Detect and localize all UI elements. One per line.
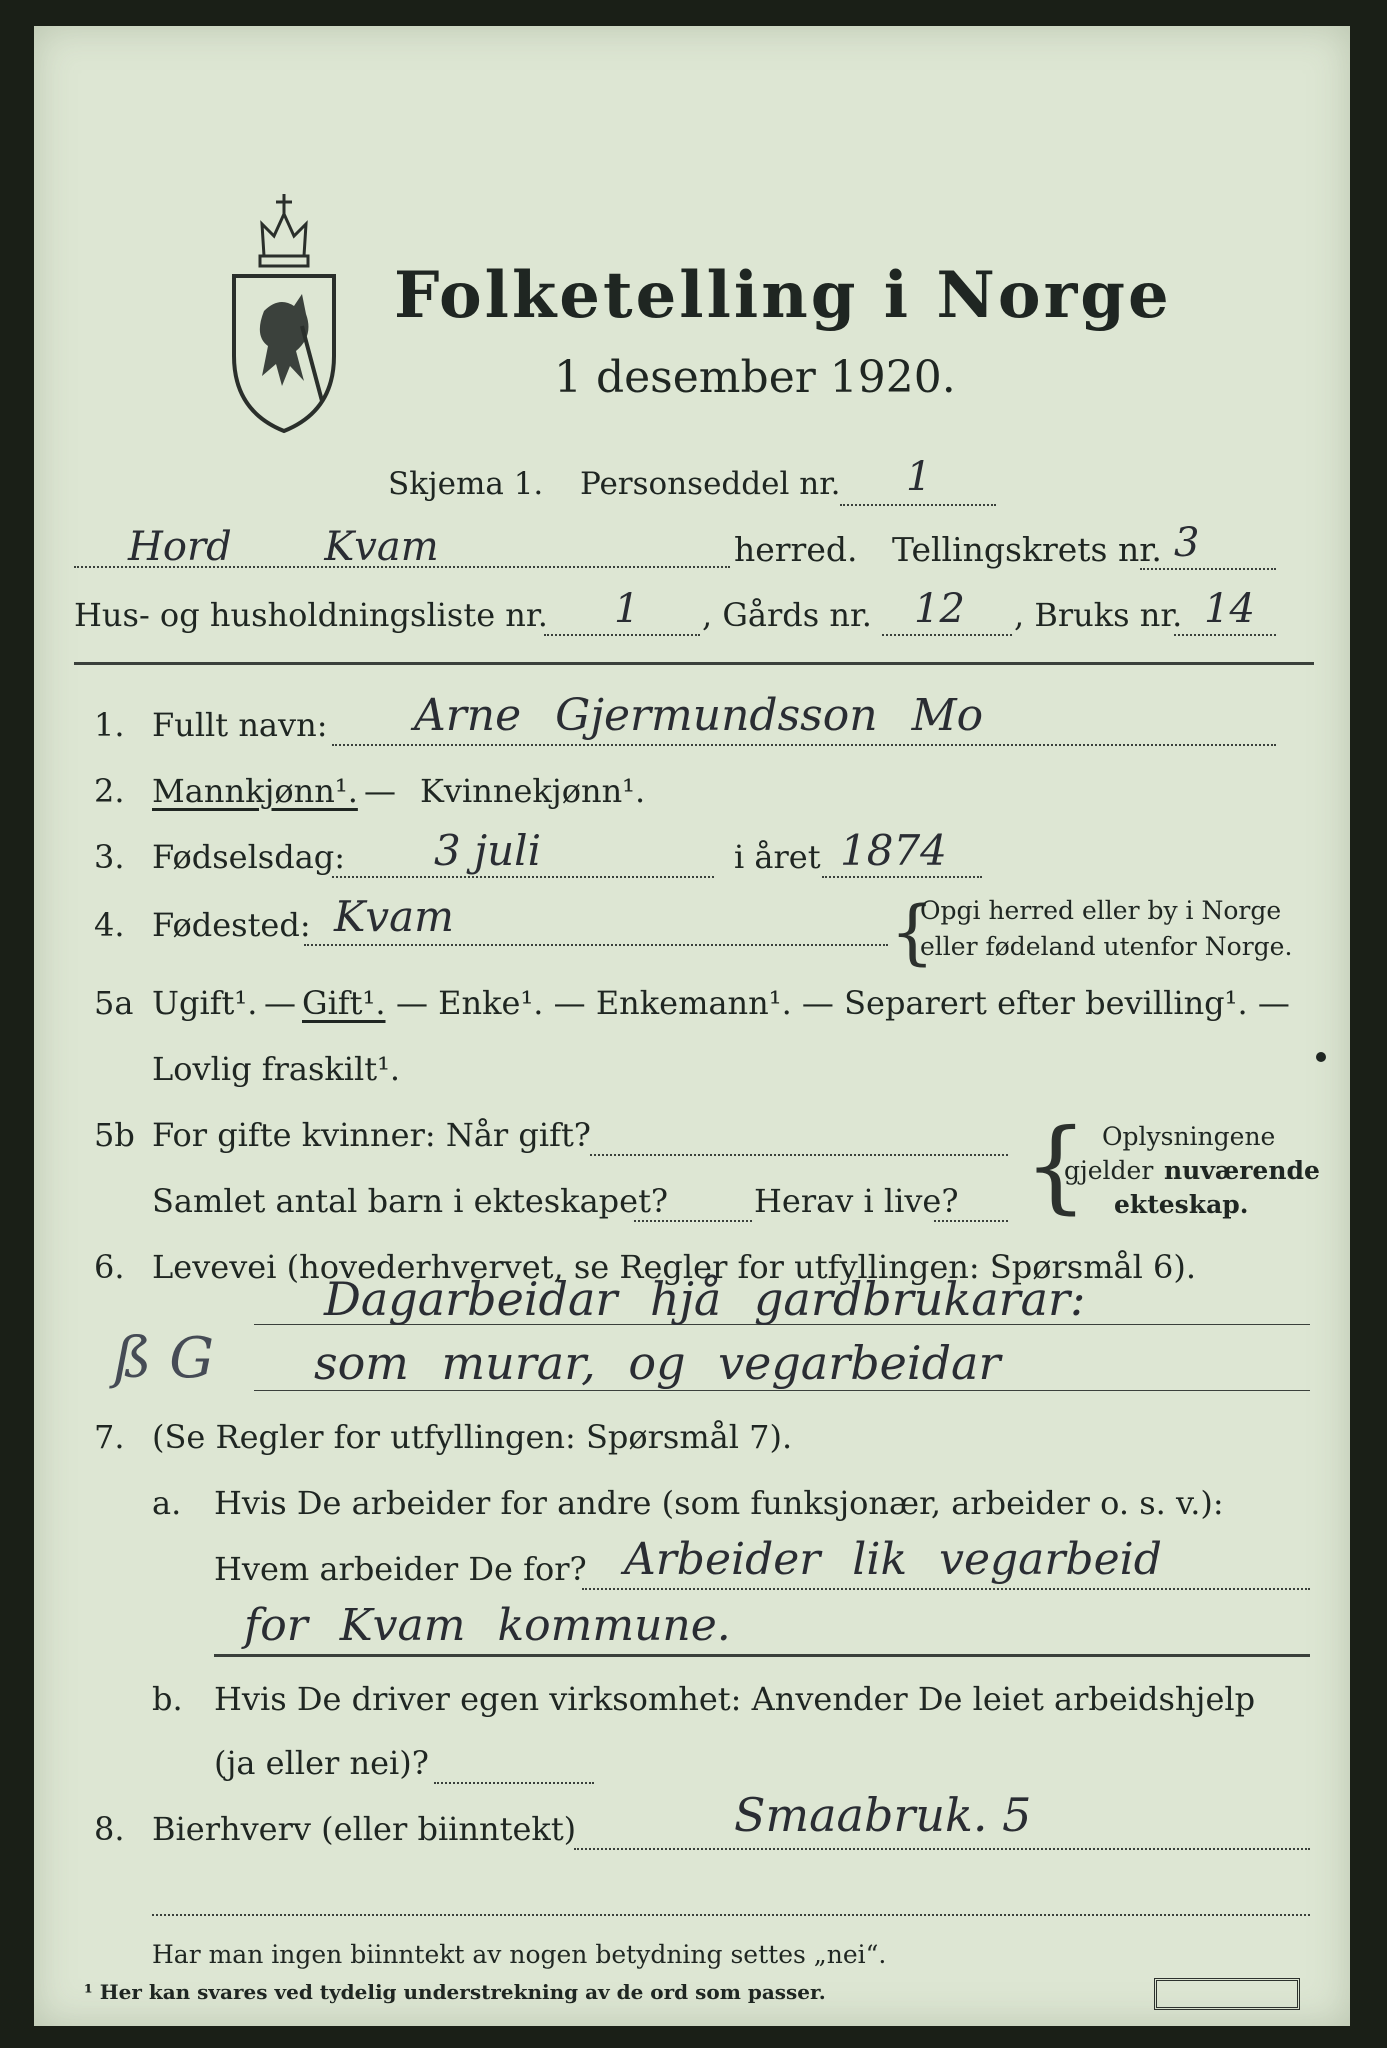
- schema-label: Skjema 1.: [388, 466, 544, 502]
- q1-number: 1.: [94, 706, 125, 744]
- footnote: ¹ Her kan svares ved tydelig understrekning av de ord som passer.: [84, 1980, 826, 2004]
- q3-label: Fødselsdag:: [152, 838, 346, 876]
- tellingskrets-label: Tellingskrets nr.: [892, 530, 1162, 569]
- bruks-label: , Bruks nr.: [1014, 596, 1183, 634]
- q4-label: Fødested:: [152, 906, 311, 944]
- q1-label: Fullt navn:: [152, 706, 328, 744]
- secondary-income-value: Smaabruk. 5: [734, 1788, 1032, 1842]
- herred-label: herred.: [734, 530, 858, 569]
- hired-help-label: (ja eller nei)?: [214, 1744, 429, 1782]
- birth-year-value: 1874: [840, 826, 947, 875]
- q6-margin-note: ß G: [114, 1326, 214, 1391]
- birthplace-note-1: Opgi herred eller by i Norge: [920, 896, 1282, 925]
- gards-label: , Gårds nr.: [702, 596, 872, 634]
- tellingskrets-value: 3: [1174, 520, 1200, 566]
- q5b-number: 5b: [94, 1116, 135, 1154]
- gender-male-option: Mannkjønn¹.: [152, 772, 358, 810]
- married-when-label: For gifte kvinner: Når gift?: [152, 1116, 591, 1154]
- q7a-letter: a.: [152, 1484, 182, 1522]
- birthday-value: 3 juli: [434, 826, 542, 875]
- q7-label: (Se Regler for utfyllingen: Spørsmål 7).: [152, 1418, 793, 1456]
- employer-value-1: Arbeider lik vegarbeid: [624, 1534, 1162, 1585]
- form-title: Folketelling i Norge: [394, 258, 1172, 333]
- husholdningsliste-value: 1: [614, 586, 640, 632]
- employer-label: Hvem arbeider De for?: [214, 1550, 587, 1588]
- year-label: i året: [734, 838, 821, 876]
- income-note: Har man ingen biinntekt av nogen betydning settes „nei“.: [152, 1940, 887, 1969]
- printer-stamp: [1154, 1978, 1300, 2010]
- q7a-text: Hvis De arbeider for andre (som funksjonær, arbeider o. s. v.):: [214, 1484, 1224, 1522]
- marriage-note-2a: gjelder: [1064, 1156, 1154, 1185]
- q8-number: 8.: [94, 1810, 125, 1848]
- q4-number: 4.: [94, 906, 125, 944]
- q2-number: 2.: [94, 772, 125, 810]
- marital-ugift: Ugift¹.: [152, 984, 258, 1022]
- q7b-text: Hvis De driver egen virksomhet: Anvender De leiet arbeidshjelp: [214, 1680, 1256, 1718]
- personseddel-value: 1: [906, 454, 932, 500]
- birthplace-note-2: eller fødeland utenfor Norge.: [920, 932, 1293, 961]
- q7b-letter: b.: [152, 1680, 183, 1718]
- full-name-value: Arne Gjermundsson Mo: [414, 690, 984, 741]
- q6-label: Levevei (hovederhvervet, se Regler for utfyllingen: Spørsmål 6).: [152, 1248, 1197, 1286]
- marital-rest: — Enke¹. — Enkemann¹. — Separert efter bevilling¹. —: [396, 984, 1290, 1022]
- employer-value-2: for Kvam kommune.: [244, 1600, 731, 1651]
- marriage-note-1: Oplysningene: [1102, 1122, 1276, 1151]
- census-date: 1 desember 1920.: [554, 352, 956, 403]
- q3-number: 3.: [94, 838, 125, 876]
- children-alive-label: Herav i live?: [754, 1182, 959, 1220]
- occupation-line-1: Dagarbeidar hjå gardbrukarar:: [324, 1272, 1086, 1326]
- gender-separator: —: [364, 772, 396, 810]
- q6-number: 6.: [94, 1248, 125, 1286]
- bruks-value: 14: [1204, 586, 1255, 632]
- ink-dot: [1316, 1052, 1326, 1062]
- coat-of-arms-icon: [224, 186, 344, 436]
- occupation-line-2: som murar, og vegarbeidar: [314, 1336, 1001, 1390]
- children-total-label: Samlet antal barn i ekteskapet?: [152, 1182, 669, 1220]
- marital-dash: —: [264, 984, 296, 1022]
- gards-value: 12: [914, 586, 965, 632]
- herred-value: Hord Kvam: [128, 524, 439, 570]
- secondary-income-label: Bierhverv (eller biinntekt): [152, 1810, 577, 1848]
- marital-fraskilt: Lovlig fraskilt¹.: [152, 1050, 401, 1088]
- marriage-note-3: ekteskap.: [1114, 1190, 1249, 1219]
- husholdningsliste-label: Hus- og husholdningsliste nr.: [74, 596, 548, 634]
- q5a-number: 5a: [94, 984, 134, 1022]
- gender-female-option: Kvinnekjønn¹.: [420, 772, 646, 810]
- q7-number: 7.: [94, 1418, 125, 1456]
- census-form: Folketelling i Norge 1 desember 1920. Skjema 1. Personseddel nr. 1 Hord Kvam herred. Tellingskrets nr. 3 Hus- og husholdningsliste nr. 1 , Gårds nr. 12 , Bruks nr. 14 1. Fullt navn: Arne Gjermundsson Mo 2. Mannkjønn¹. — Kvinnekjønn¹. 3. Fødselsdag: 3 juli i året 1874 4. Fødested: Kvam { Opgi herred eller by i Norge eller fødeland utenfor Norge. 5a Ugift¹. — Gift¹. — Enke¹. — Enkemann¹. — Separert efter bevilling¹. — Lovlig fraskilt¹. 5b For gifte kvinner: Når gift? Samlet antal barn i ekteskapet? Herav i live? { Oplysningene gjelder nuværende ekteskap. 6. Levevei (hovederhvervet, se Regler for utfyllingen: Spørsmål 6). ß G Dagarbeidar hjå gardbrukarar: som murar, og vegarbeidar 7. (Se Regler for utfyllingen: Spørsmål 7). a. Hvis De arbeider for andre (som funksjonær, arbeider o. s. v.): Hvem arbeider De for? Arbeider lik vegarbeid for Kvam kommune. b. Hvis De driver egen virksomhet: Anvender De leiet arbeidshjelp (ja eller nei)? 8. Bierhverv (eller biinntekt) Smaabruk. 5 Har man ingen biinntekt av nogen betydning settes „nei“. ¹ Her kan svares ved tydelig understrekning av de ord som passer.: [34, 26, 1350, 2026]
- marital-gift: Gift¹.: [302, 984, 386, 1022]
- marriage-note-2b: nuværende: [1164, 1156, 1320, 1185]
- personseddel-label: Personseddel nr.: [580, 466, 841, 502]
- birthplace-value: Kvam: [334, 892, 454, 941]
